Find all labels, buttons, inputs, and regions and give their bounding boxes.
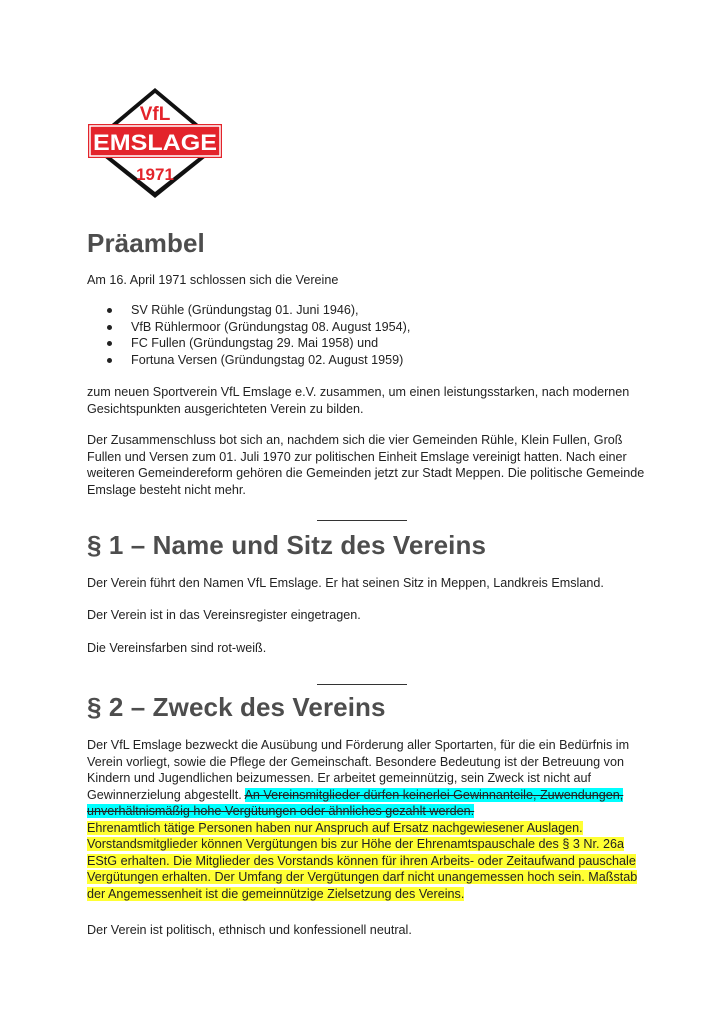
section-divider — [317, 520, 407, 521]
section-1-heading: § 1 – Name und Sitz des Vereins — [87, 530, 487, 560]
list-item: SV Rühle (Gründungstag 01. Juni 1946), — [87, 302, 410, 319]
section-2-text: Der VfL Emslage bezweckt die Ausübung und Förderung aller Sportarten, für die ein Bedürfnis im Verein vorliegt, sowie die Pflege der Gemeinschaft. Besondere Bedeutung ist der Betreuung von Kindern und Jugendlichen beizumessen. Er arbeitet gemeinnützig, sein Zweck ist nicht auf Gewinnerzielung abgestellt. — [87, 738, 630, 802]
preamble-heading: Präambel — [87, 228, 205, 258]
club-logo — [86, 86, 224, 200]
added-highlight-text: Ehrenamtlich tätige Personen haben nur Anspruch auf Ersatz nachgewiesener Auslagen. Vorstandsmitglieder können Vergütungen bis zur Höhe der Ehrenamtspauschale des § 3 Nr. 26a EStG erhalten. Die Mitglieder des Vorstands können für ihren Arbeits- oder Zeitaufwand pauschale Vergütungen erhalten. Der Umfang der Vergütungen darf nicht unangemessen hoch sein. Maßstab der Angemessenheit ist die gemeinnützige Zielsetzung des Vereins. — [87, 820, 638, 901]
list-item: Fortuna Versen (Gründungstag 02. August 1959) — [87, 352, 410, 369]
logo-text-emslage: EMSLAGE — [93, 130, 217, 155]
club-list — [87, 302, 410, 368]
section-2-paragraph-2: Der Verein ist politisch, ethnisch und konfessionell neutral. — [87, 923, 412, 937]
section-2-heading: § 2 – Zweck des Vereins — [87, 692, 386, 722]
preamble-paragraph-1: zum neuen Sportverein VfL Emslage e.V. zusammen, um einen leistungsstarken, nach modernen Gesichtspunkten ausgerichteten Verein zu bilden. — [87, 385, 630, 416]
logo-text-vfl: VfL — [139, 104, 171, 125]
section-divider — [317, 684, 407, 685]
section-1-paragraph-2: Der Verein ist in das Vereinsregister eingetragen. — [87, 608, 361, 622]
section-2-paragraph-1 — [87, 737, 647, 902]
preamble-paragraph-2: Der Zusammenschluss bot sich an, nachdem sich die vier Gemeinden Rühle, Klein Fullen, Groß Fullen und Versen zum 01. Juli 1970 zur politischen Einheit Emslage vereinigt hatten. Nach einer weiteren Gemeindereform gehören die Gemeinden jetzt zur Stadt Meppen. Die politische Gemeinde Emslage besteht nicht mehr. — [87, 433, 645, 497]
preamble-intro: Am 16. April 1971 schlossen sich die Vereine — [87, 273, 339, 287]
struck-highlight-text: An Vereinsmitglieder dürfen keinerlei Gewinnanteile, Zuwendungen, unverhältnismäßig hohe Vergütungen oder ähnliches gezahlt werden. — [87, 787, 624, 818]
section-1-paragraph-3: Die Vereinsfarben sind rot-weiß. — [87, 641, 267, 655]
logo-text-year: 1971 — [136, 165, 174, 184]
list-item: VfB Rühlermoor (Gründungstag 08. August 1954), — [87, 319, 410, 336]
section-1-paragraph-1: Der Verein führt den Namen VfL Emslage. Er hat seinen Sitz in Meppen, Landkreis Emsland. — [87, 576, 604, 590]
list-item: FC Fullen (Gründungstag 29. Mai 1958) und — [87, 335, 410, 352]
